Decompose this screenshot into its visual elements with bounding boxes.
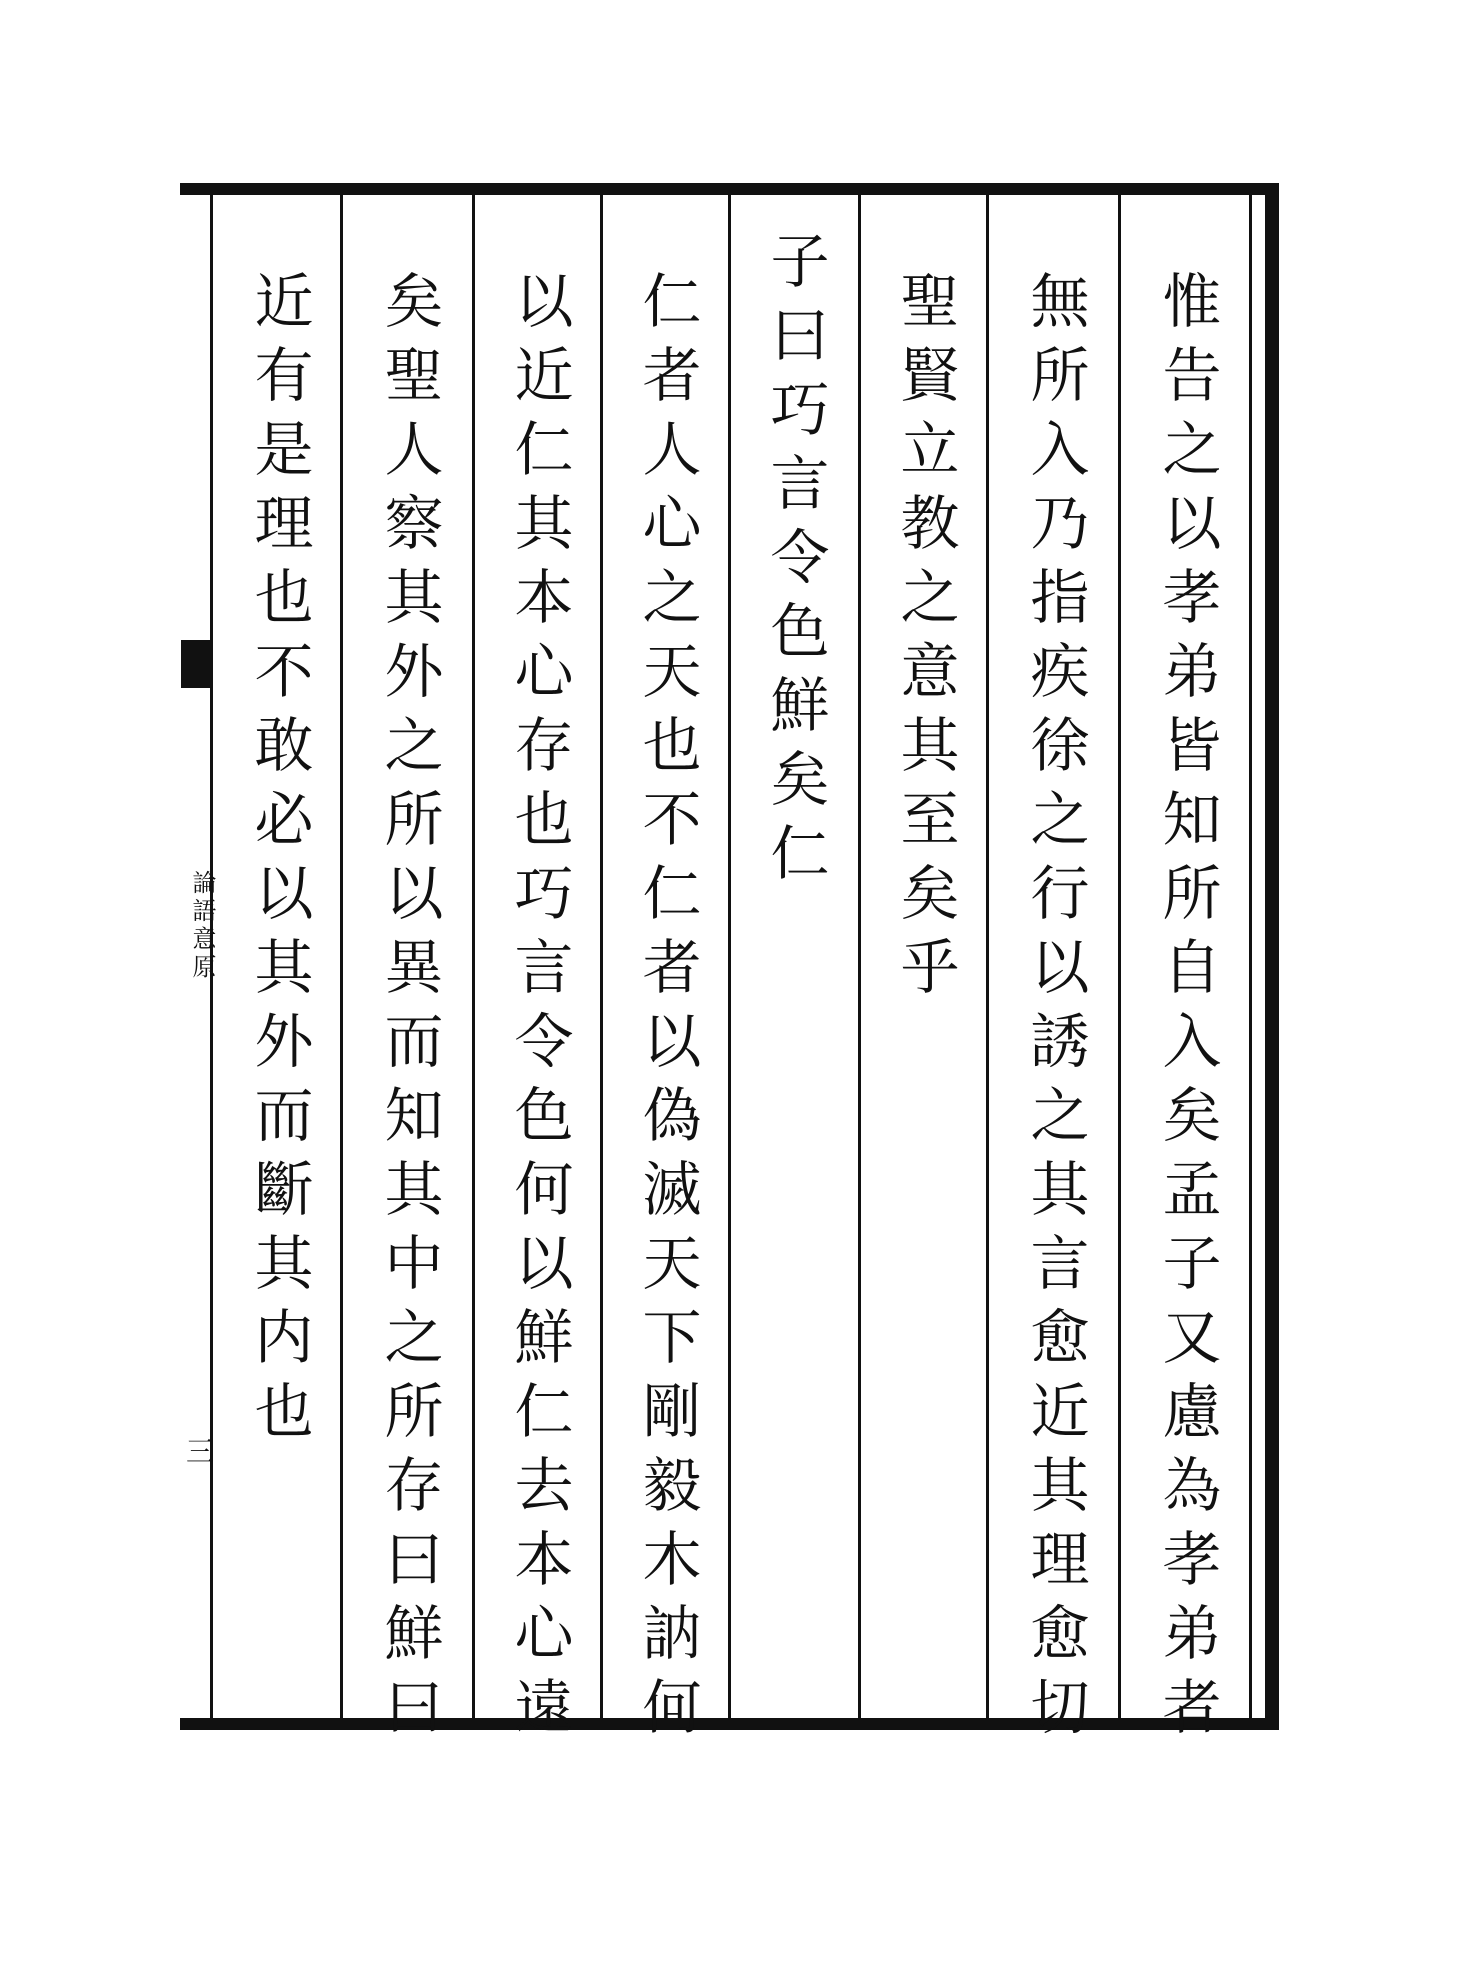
fish-tail-mark — [181, 640, 213, 688]
frame-right-inner-border — [1249, 195, 1252, 1718]
frame-top-border — [180, 183, 1277, 195]
column-divider — [858, 195, 861, 1718]
column-divider — [600, 195, 603, 1718]
text-column-6: 以近仁其本心存也巧言令色何以鮮仁去本心遠 — [504, 270, 574, 1750]
column-divider — [728, 195, 731, 1718]
text-column-7: 矣聖人察其外之所以異而知其中之所存曰鮮曰 — [374, 270, 444, 1750]
frame-bottom-border — [180, 1718, 1277, 1730]
page-number: 三 — [186, 1435, 215, 1468]
text-column-2: 無所入乃指疾徐之行以誘之其言愈近其理愈切 — [1020, 270, 1090, 1750]
column-divider — [1118, 195, 1121, 1718]
margin-title: 論語意原 — [188, 870, 216, 982]
text-column-4: 子曰巧言令色鮮矣仁 — [760, 230, 830, 896]
column-divider — [472, 195, 475, 1718]
column-divider — [340, 195, 343, 1718]
text-column-1: 惟告之以孝弟皆知所自入矣孟子又慮為孝弟者 — [1152, 270, 1222, 1750]
text-column-8: 近有是理也不敢必以其外而斷其内也 — [244, 270, 314, 1454]
text-column-3: 聖賢立教之意其至矣乎 — [890, 270, 960, 1010]
column-divider — [986, 195, 989, 1718]
frame-right-border — [1265, 183, 1279, 1730]
text-column-5: 仁者人心之天也不仁者以偽滅天下剛毅木訥何 — [632, 270, 702, 1750]
